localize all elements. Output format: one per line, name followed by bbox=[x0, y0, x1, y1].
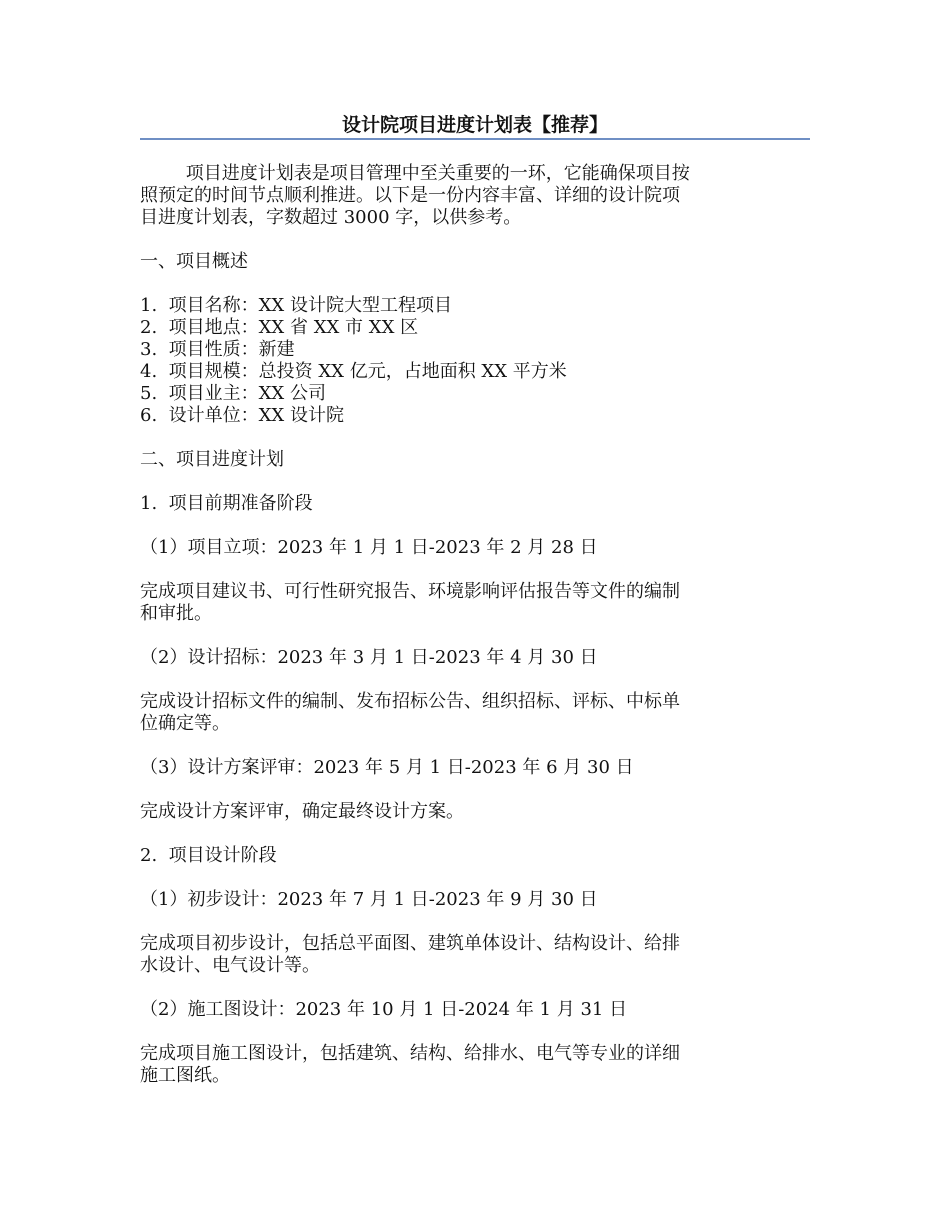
overview-item-5: 5. 项目业主：XX 公司 bbox=[140, 383, 326, 404]
phase2-item2-desc-line-2: 施工图纸。 bbox=[140, 1065, 230, 1086]
phase2-item2-desc-line-1: 完成项目施工图设计，包括建筑、结构、给排水、电气等专业的详细 bbox=[140, 1043, 680, 1064]
section-heading-schedule: 二、项目进度计划 bbox=[140, 449, 284, 470]
phase2-item2-title: （2）施工图设计：2023 年 10 月 1 日-2024 年 1 月 31 日 bbox=[140, 999, 628, 1020]
phase2-item1-desc-line-2: 水设计、电气设计等。 bbox=[140, 955, 320, 976]
overview-item-1: 1. 项目名称：XX 设计院大型工程项目 bbox=[140, 295, 452, 316]
overview-item-2: 2. 项目地点：XX 省 XX 市 XX 区 bbox=[140, 317, 419, 338]
phase1-item3-desc-line-1: 完成设计方案评审，确定最终设计方案。 bbox=[140, 801, 464, 822]
phase1-item1-title: （1）项目立项：2023 年 1 月 1 日-2023 年 2 月 28 日 bbox=[140, 537, 598, 558]
phase1-item1-desc-line-1: 完成项目建议书、可行性研究报告、环境影响评估报告等文件的编制 bbox=[140, 581, 680, 602]
title-underline bbox=[140, 138, 810, 140]
overview-item-3: 3. 项目性质：新建 bbox=[140, 339, 295, 360]
intro-line-1: 项目进度计划表是项目管理中至关重要的一环，它能确保项目按 bbox=[140, 163, 690, 184]
intro-line-2: 照预定的时间节点顺利推进。以下是一份内容丰富、详细的设计院项 bbox=[140, 185, 680, 206]
phase1-item2-desc-line-1: 完成设计招标文件的编制、发布招标公告、组织招标、评标、中标单 bbox=[140, 691, 680, 712]
overview-item-4: 4. 项目规模：总投资 XX 亿元，占地面积 XX 平方米 bbox=[140, 361, 567, 382]
intro-line-3: 目进度计划表，字数超过 3000 字，以供参考。 bbox=[140, 207, 522, 228]
phase1-item1-desc-line-2: 和审批。 bbox=[140, 603, 212, 624]
document-title: 设计院项目进度计划表【推荐】 bbox=[341, 114, 608, 136]
overview-item-6: 6. 设计单位：XX 设计院 bbox=[140, 405, 344, 426]
document-body bbox=[140, 163, 810, 1087]
phase2-item1-title: （1）初步设计：2023 年 7 月 1 日-2023 年 9 月 30 日 bbox=[140, 889, 598, 910]
section-heading-overview: 一、项目概述 bbox=[140, 251, 248, 272]
phase-heading-preparation: 1. 项目前期准备阶段 bbox=[140, 493, 313, 514]
phase1-item2-title: （2）设计招标：2023 年 3 月 1 日-2023 年 4 月 30 日 bbox=[140, 647, 598, 668]
phase-heading-design: 2. 项目设计阶段 bbox=[140, 845, 277, 866]
phase2-item1-desc-line-1: 完成项目初步设计，包括总平面图、建筑单体设计、结构设计、给排 bbox=[140, 933, 680, 954]
phase1-item2-desc-line-2: 位确定等。 bbox=[140, 713, 230, 734]
phase1-item3-title: （3）设计方案评审：2023 年 5 月 1 日-2023 年 6 月 30 日 bbox=[140, 757, 634, 778]
